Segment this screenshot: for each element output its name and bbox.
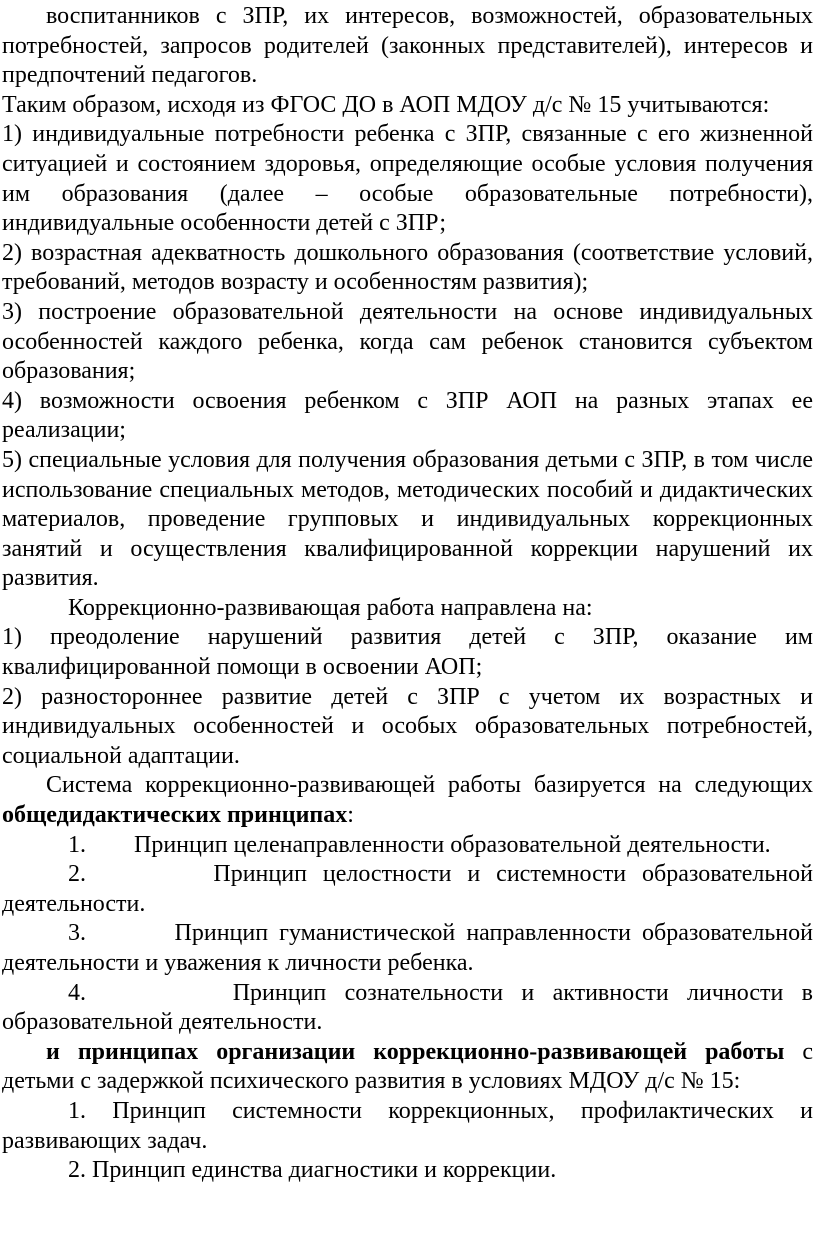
considered-item: 4) возможности освоения ребенком с ЗПР АОП на разных этапах ее реализации;: [2, 387, 813, 444]
correction-aim-item: 1) преодоление нарушений развития детей с ЗПР, оказание им квалифицированной помощи в освоении АОП;: [2, 624, 813, 681]
organization-principles-term: и принципах организации коррекционно-развивающей работы: [46, 1038, 785, 1065]
organization-text: с детьми с задержкой психического развития в условиях МДОУ д/с № 15:: [2, 1038, 814, 1095]
intro-paragraph: воспитанников с ЗПР, их интересов, возможностей, образовательных потребностей, запросов родителей (законных представителей), интересов и предпочтений педагогов.: [2, 3, 813, 89]
general-principle-item: 2. Принцип целостности и системности образовательной деятельности.: [2, 861, 813, 917]
system-paragraph: [2, 771, 813, 830]
correction-aim-heading: Коррекционно-развивающая работа направлена на:: [68, 594, 593, 621]
considered-lead-paragraph: Таким образом, исходя из ФГОС ДО в АОП МДОУ д/с № 15 учитываются:: [2, 91, 770, 118]
organization-principle-item: 2. Принцип единства диагностики и коррекции.: [68, 1157, 557, 1184]
general-principles-term: общедидактических принципах: [2, 802, 348, 829]
considered-item: 5) специальные условия для получения образования детьми с ЗПР, в том числе использование специальных методов, методических пособий и дидактических материалов, проведение групповых и индивидуальных коррекционных занятий и осуществления квалифицированной коррекции нарушений их развития.: [2, 446, 813, 592]
considered-item: 2) возрастная адекватность дошкольного образования (соответствие условий, требований, методов возрасту и особенностям развития);: [2, 239, 813, 296]
organization-paragraph: [2, 1038, 813, 1097]
considered-item: 1) индивидуальные потребности ребенка с ЗПР, связанные с его жизненной ситуацией и состоянием здоровья, определяющие особые условия получения им образования (далее – особые образовательные потребности), индивидуальные особенности детей с ЗПР;: [2, 121, 813, 237]
considered-item: 3) построение образовательной деятельности на основе индивидуальных особенностей каждого ребенка, когда сам ребенок становится субъектом образования;: [2, 298, 813, 385]
system-text: Система коррекционно-развивающей работы базируется на следующих: [46, 772, 813, 799]
general-principle-item: 4. Принцип сознательности и активности личности в образовательной деятельности.: [2, 979, 813, 1036]
general-principle-item: 3. Принцип гуманистической направленности образовательной деятельности и уважения к личности ребенка.: [2, 920, 813, 976]
system-colon: :: [347, 802, 354, 829]
organization-principle-item: 1. Принцип системности коррекционных, профилактических и развивающих задач.: [2, 1097, 813, 1154]
correction-aim-item: 2) разностороннее развитие детей с ЗПР с учетом их возрастных и индивидуальных особенностей и особых образовательных потребностей, социальной адаптации.: [2, 683, 813, 769]
general-principle-item: 1. Принцип целенаправленности образовательной деятельности.: [68, 831, 771, 858]
